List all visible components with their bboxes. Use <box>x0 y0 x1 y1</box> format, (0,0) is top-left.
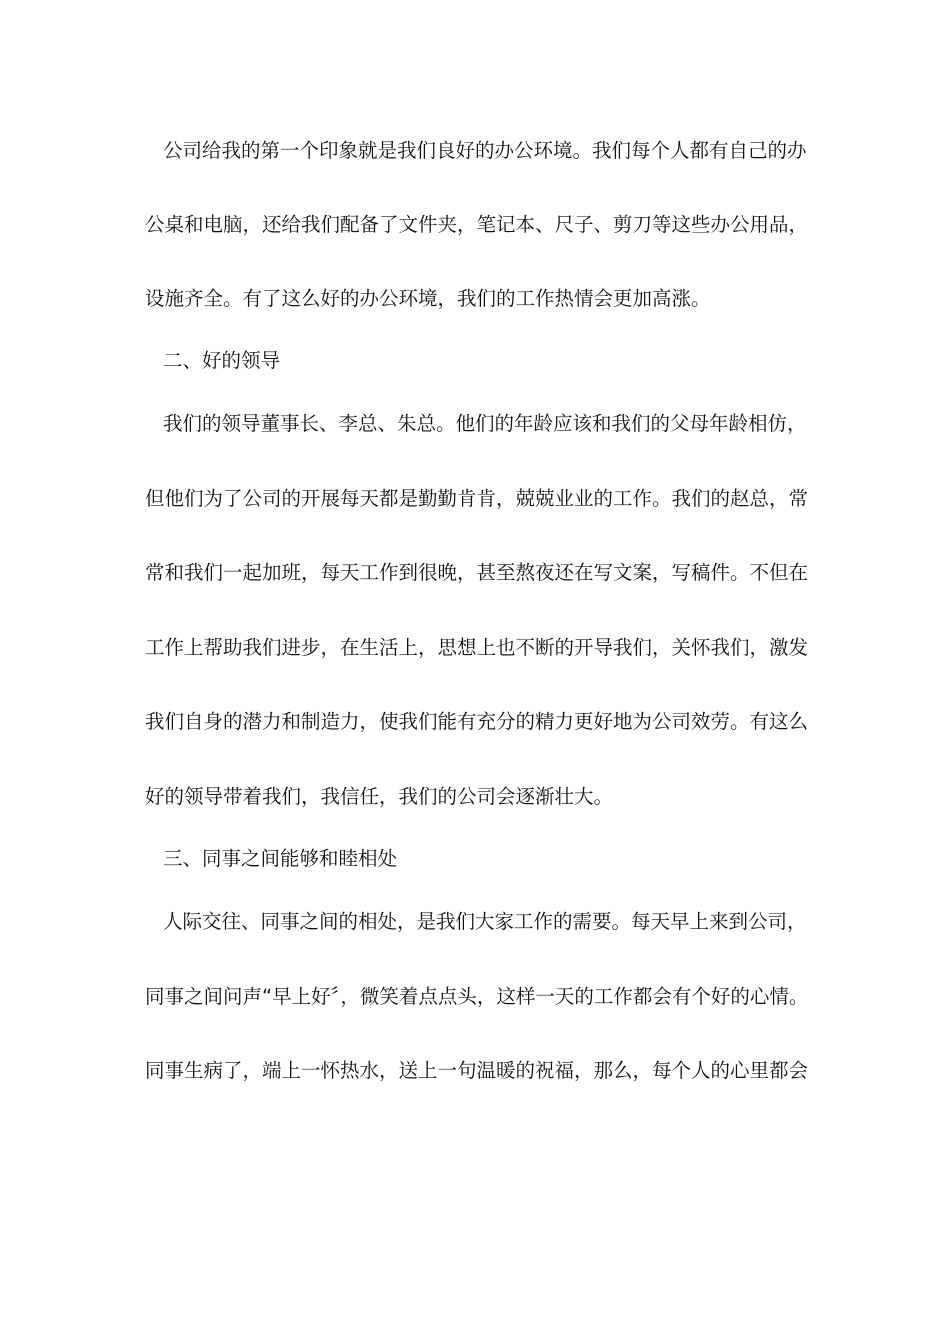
paragraph-line: 常和我们一起加班，每天工作到很晚，甚至熬夜还在写文案，写稿件。不但在 <box>145 561 809 584</box>
paragraph-line: 我们的领导董事长、李总、朱总。他们的年龄应该和我们的父母年龄相仿， <box>163 412 807 435</box>
section-heading: 二、好的领导 <box>163 349 281 372</box>
paragraph-line: 但他们为了公司的开展每天都是勤勤肯肯，兢兢业业的工作。我们的赵总，常 <box>145 487 809 510</box>
paragraph-line: 公桌和电脑，还给我们配备了文件夹，笔记本、尺子、剪刀等这些办公用品， <box>145 213 809 236</box>
paragraph-line: 好的领导带着我们，我信任，我们的公司会逐渐壮大。 <box>145 785 614 808</box>
paragraph-line: 同事之间问声“早上好〞，微笑着点点头，这样一天的工作都会有个好的心情。 <box>145 985 809 1008</box>
section-heading: 三、同事之间能够和睦相处 <box>163 847 398 870</box>
paragraph-line: 同事生病了，端上一怀热水，送上一句温暖的祝福，那么，每个人的心里都会 <box>145 1059 809 1082</box>
paragraph-line: 我们自身的潜力和制造力，使我们能有充分的精力更好地为公司效劳。有这么 <box>145 710 809 733</box>
paragraph-line: 公司给我的第一个印象就是我们良好的办公环境。我们每个人都有自己的办 <box>163 139 807 162</box>
paragraph-line: 人际交往、同事之间的相处，是我们大家工作的需要。每天早上来到公司， <box>163 910 807 933</box>
paragraph-line: 工作上帮助我们进步，在生活上，思想上也不断的开导我们，关怀我们，激发 <box>145 636 809 659</box>
paragraph-line: 设施齐全。有了这么好的办公环境，我们的工作热情会更加高涨。 <box>145 287 711 310</box>
